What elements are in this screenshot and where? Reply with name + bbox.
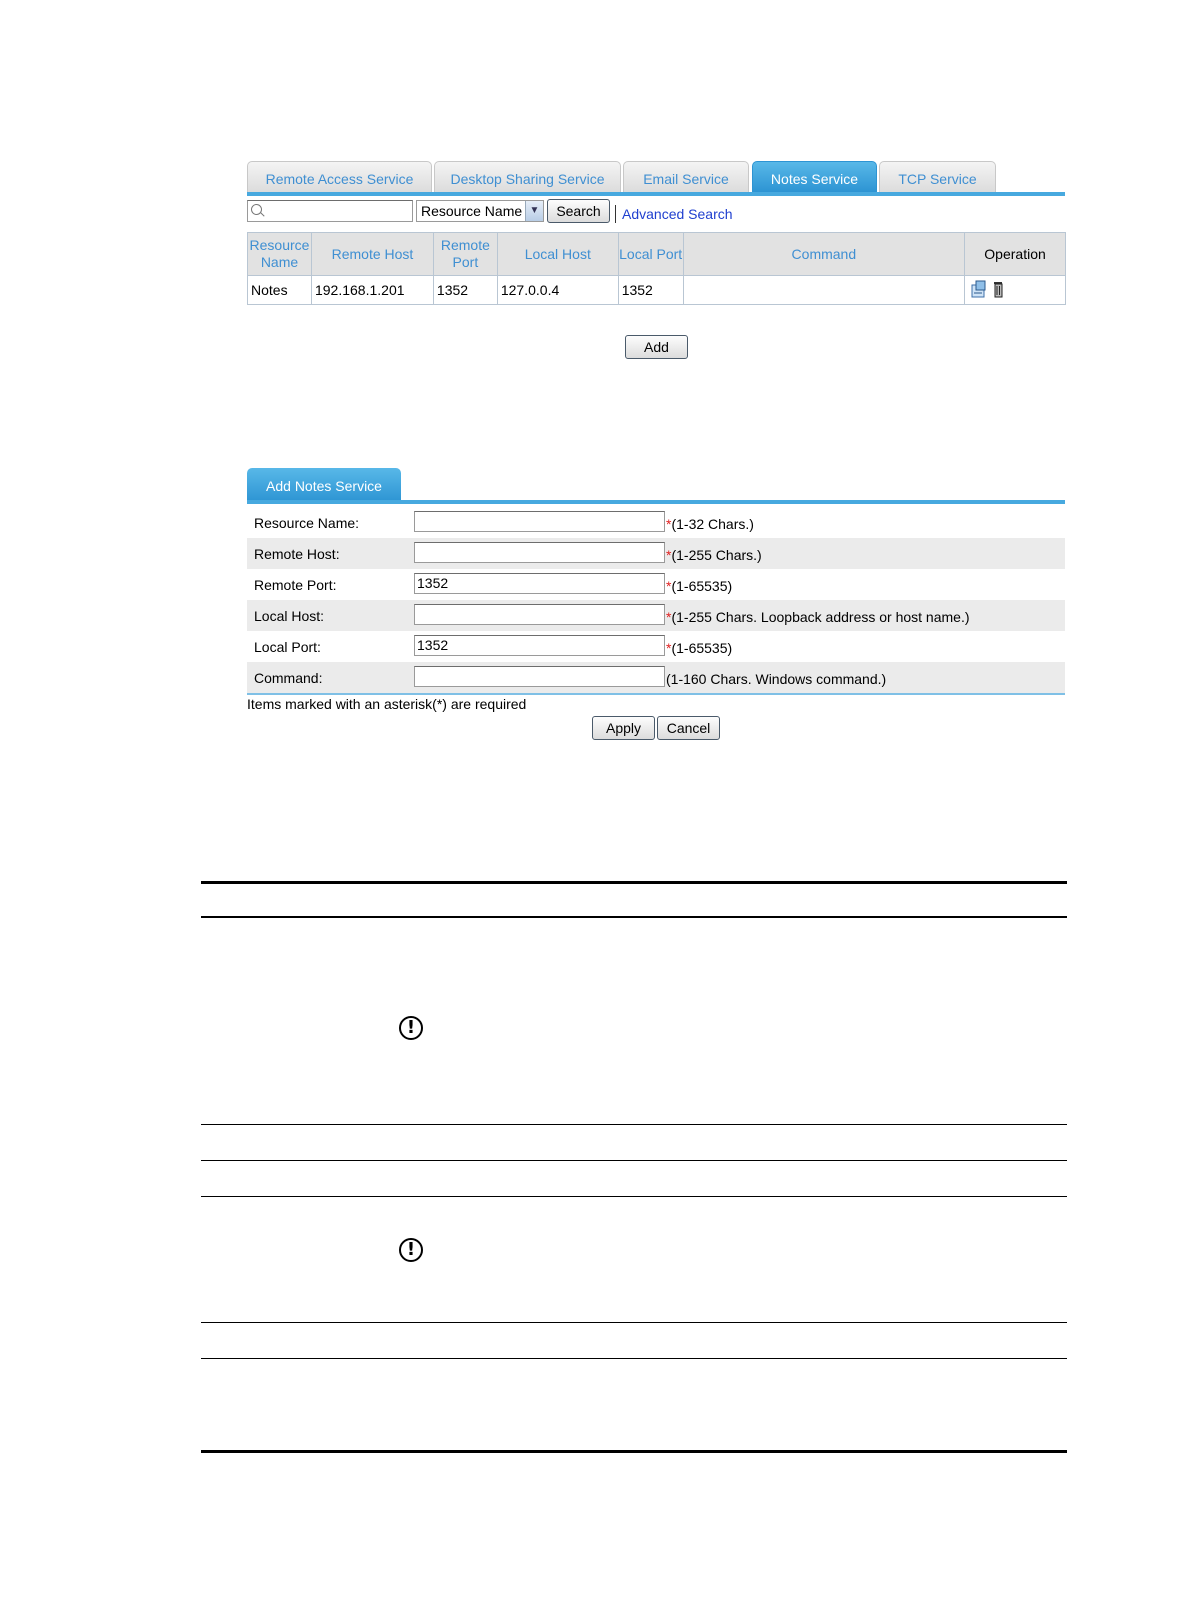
cell-resource-name: Notes (248, 276, 312, 305)
required-note: Items marked with an asterisk(*) are required (247, 696, 527, 712)
form-tab-underline (247, 500, 1065, 504)
add-button[interactable]: Add (625, 335, 688, 359)
table-row (248, 276, 1066, 305)
tab-desktop-sharing-service[interactable]: Desktop Sharing Service (434, 161, 621, 192)
trash-icon[interactable] (994, 282, 1002, 297)
resource-name-input[interactable] (414, 511, 665, 532)
local-host-input[interactable] (414, 604, 665, 625)
search-button[interactable]: Search (547, 199, 610, 223)
required-asterisk: * (666, 609, 672, 625)
service-tab-bar (247, 161, 1065, 195)
field-row-resource-name (247, 507, 1065, 538)
table-top-rule (201, 881, 1067, 884)
tab-remote-access-service[interactable]: Remote Access Service (247, 161, 432, 192)
search-icon (251, 204, 262, 215)
required-asterisk: * (666, 578, 672, 594)
command-label: Command: (254, 670, 323, 686)
remote-host-hint: (1-255 Chars.) (671, 547, 762, 563)
caution-icon: ! (399, 1238, 423, 1262)
command-input[interactable] (414, 666, 665, 687)
field-row-local-port (247, 631, 1065, 662)
required-asterisk: * (666, 516, 672, 532)
apply-button[interactable]: Apply (592, 716, 655, 740)
table-rule (201, 1196, 1067, 1197)
field-row-command (247, 662, 1065, 693)
cancel-button[interactable]: Cancel (657, 716, 720, 740)
remote-host-label: Remote Host: (254, 546, 340, 562)
col-command[interactable]: Command (683, 233, 964, 276)
col-local-port[interactable]: Local Port (618, 233, 683, 276)
cell-local-host: 127.0.0.4 (497, 276, 618, 305)
cell-command (683, 276, 964, 305)
local-host-hint: (1-255 Chars. Loopback address or host name.) (671, 609, 970, 625)
edit-icon[interactable] (972, 281, 985, 297)
cell-operation (965, 276, 1066, 305)
col-local-host[interactable]: Local Host (497, 233, 618, 276)
remote-port-label: Remote Port: (254, 577, 337, 593)
remote-host-input[interactable] (414, 542, 665, 563)
local-port-hint: (1-65535) (671, 640, 733, 656)
table-rule (201, 916, 1067, 918)
tab-notes-service[interactable]: Notes Service (752, 161, 877, 192)
table-bottom-rule (201, 1450, 1067, 1453)
table-rule (201, 1160, 1067, 1161)
chevron-down-icon[interactable]: ▼ (525, 201, 543, 221)
col-remote-host[interactable]: Remote Host (311, 233, 433, 276)
col-operation: Operation (965, 233, 1066, 276)
search-field-value: Resource Name (421, 203, 523, 219)
field-row-remote-port (247, 569, 1065, 600)
divider (615, 205, 616, 223)
table-rule (201, 1358, 1067, 1359)
command-hint: (1-160 Chars. Windows command.) (666, 671, 887, 687)
remote-port-input[interactable]: 1352 (414, 573, 665, 594)
local-host-label: Local Host: (254, 608, 325, 624)
advanced-search-link[interactable]: Advanced Search (622, 206, 733, 222)
tab-add-notes-service[interactable]: Add Notes Service (247, 468, 401, 502)
tab-tcp-service[interactable]: TCP Service (879, 161, 996, 192)
caution-icon: ! (399, 1016, 423, 1040)
local-port-input[interactable]: 1352 (414, 635, 665, 656)
cell-remote-port: 1352 (433, 276, 497, 305)
field-row-local-host (247, 600, 1065, 631)
resource-name-hint: (1-32 Chars.) (671, 516, 754, 532)
local-port-label: Local Port: (254, 639, 321, 655)
table-rule (201, 1124, 1067, 1125)
remote-port-hint: (1-65535) (671, 578, 733, 594)
search-input[interactable] (247, 200, 413, 222)
col-remote-port[interactable]: Remote Port (433, 233, 497, 276)
tab-email-service[interactable]: Email Service (623, 161, 749, 192)
table-header-row (248, 233, 1066, 276)
resource-name-label: Resource Name: (254, 515, 360, 531)
tab-underline (247, 192, 1065, 196)
notes-service-table (247, 232, 1066, 305)
cell-local-port: 1352 (618, 276, 683, 305)
form-bottom-line (247, 693, 1065, 695)
cell-remote-host: 192.168.1.201 (311, 276, 433, 305)
col-resource-name[interactable]: Resource Name (248, 233, 312, 276)
required-asterisk: * (666, 640, 672, 656)
table-rule (201, 1322, 1067, 1323)
field-row-remote-host (247, 538, 1065, 569)
search-field-select[interactable] (416, 200, 544, 222)
required-asterisk: * (666, 547, 672, 563)
